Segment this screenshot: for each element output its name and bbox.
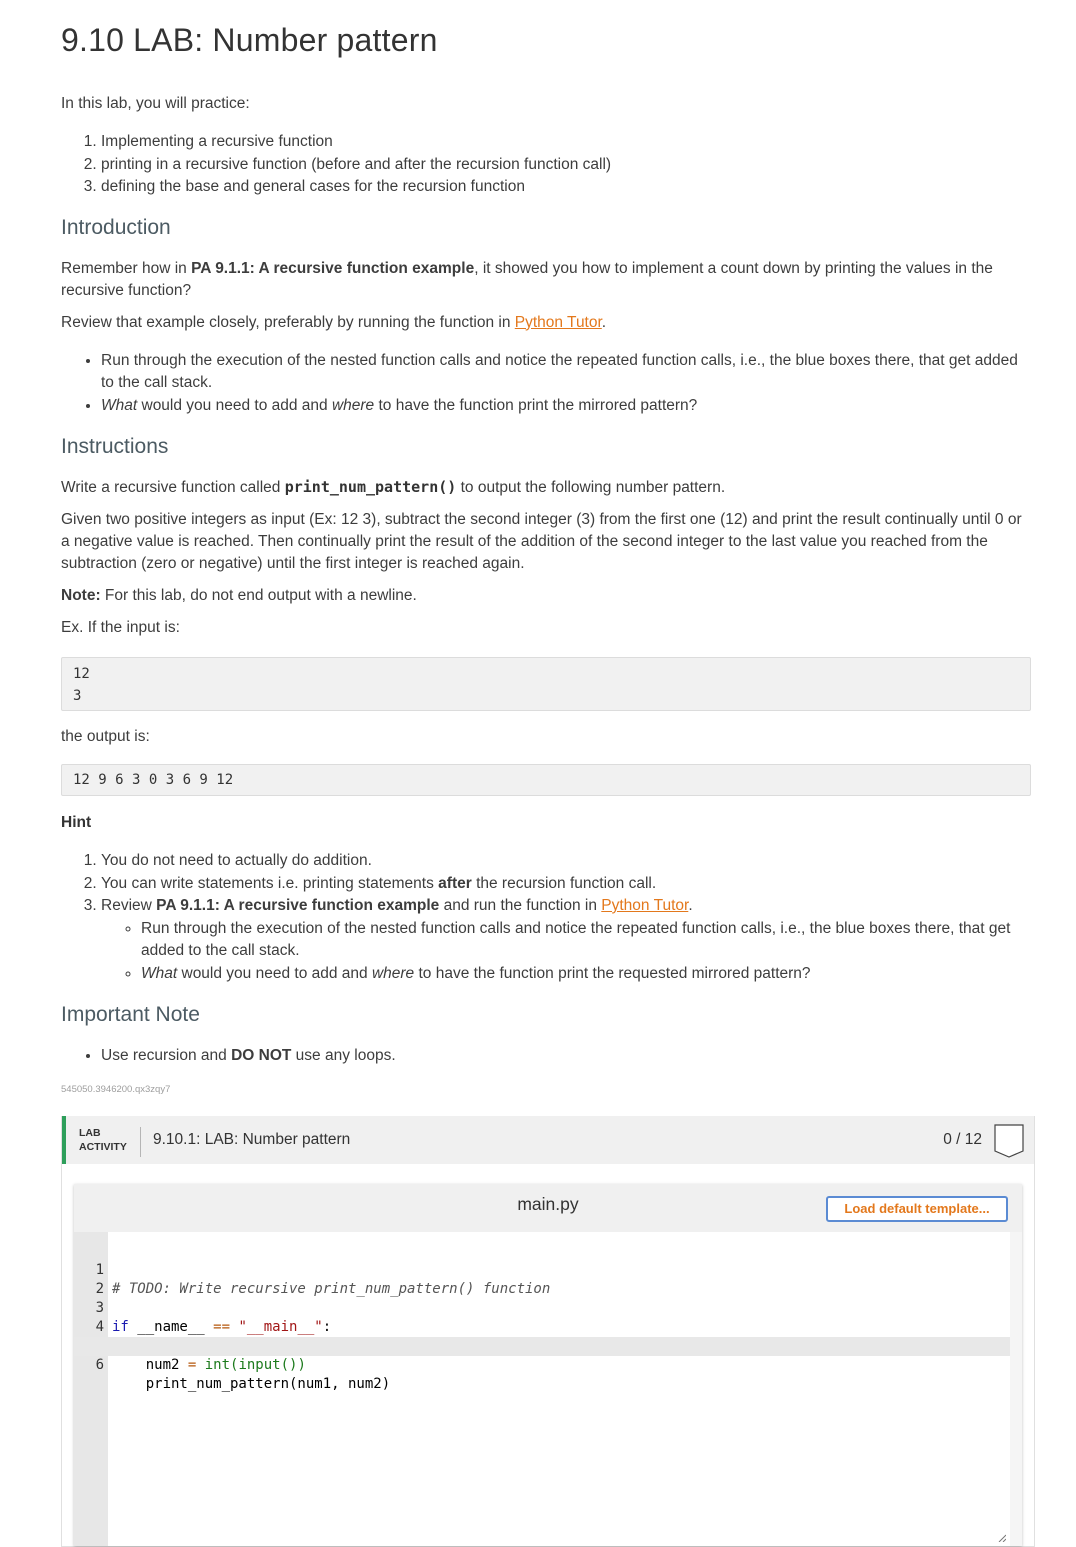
example-label: Ex. If the input is: — [61, 619, 180, 636]
file-name: main.py — [517, 1194, 579, 1214]
instructions-paragraph: Write a recursive function called print_num_pattern() to output the following number pattern. — [61, 478, 726, 496]
code-line[interactable]: 3 if __name__ == "__main__": — [95, 1300, 332, 1335]
score-text: 0 / 12 — [943, 1131, 982, 1148]
code-line[interactable]: 4 — [95, 1319, 104, 1335]
python-tutor-link[interactable]: Python Tutor — [514, 313, 602, 331]
instructions-detail: Given two positive integers as input (Ex: 12 3), subtract the second integer (3) from the first one (12) and print the result continually until 0 or a negative value is reached. Then continually print the result of the addition of the second integer to the last value you reached from the subtraction (zero or negative) until the first integer is reached again. — [61, 511, 1022, 572]
practice-list — [61, 131, 1031, 199]
code-line[interactable]: 1 # TODO: Write recursive print_num_pattern() function — [95, 1262, 551, 1297]
resize-grip-icon[interactable] — [998, 1534, 1006, 1542]
note-paragraph: Note: For this lab, do not end output with a newline. — [61, 587, 417, 604]
load-default-template-button[interactable]: Load default template... — [826, 1196, 1008, 1222]
score-badge-icon — [994, 1124, 1024, 1158]
python-tutor-link[interactable]: Python Tutor — [601, 897, 689, 914]
page-title: 9.10 LAB: Number pattern — [61, 22, 438, 58]
code-line[interactable]: 2 — [95, 1281, 104, 1297]
list-item: ◦ Run through the execution of the nested function calls and notice the repeated function calls, i.e., the blue boxes there, that get added to the call stack. — [141, 918, 1031, 963]
hint-list — [61, 850, 1031, 985]
list-item: • Use recursion and DO NOT use any loops. — [101, 1045, 1031, 1068]
list-item: • What would you need to add and where to have the function print the mirrored pattern? — [101, 395, 1031, 418]
lab-activity-title: 9.10.1: LAB: Number pattern — [153, 1131, 351, 1148]
hint-sublist — [101, 918, 1031, 986]
code-input[interactable] — [74, 1232, 1010, 1546]
list-item: 2. You can write statements i.e. printing statements after the recursion function call. — [101, 873, 1031, 896]
introduction-bullets — [61, 350, 1031, 418]
output-example: 12 9 6 3 0 3 6 9 12 — [61, 764, 1031, 796]
list-item: 2. printing in a recursive function (before and after the recursion function call) — [101, 154, 1031, 177]
lab-activity-header — [62, 1116, 1034, 1164]
important-note-heading: Important Note — [61, 1003, 200, 1026]
list-item: 1. Implementing a recursive function — [101, 131, 1031, 154]
important-bullets — [61, 1045, 1031, 1068]
review-paragraph: Review that example closely, preferably by running the function in Python Tutor. — [61, 313, 607, 331]
list-item: 3. Review PA 9.1.1: A recursive function example and run the function in Python Tutor. ◦ Run through the execution of the nested function calls and notice the repeated function calls, i.e., the blue boxes there, that get added to the call stack. ◦ What would you need to add and where to have the function print the requested mirrored pattern? — [101, 895, 1031, 985]
intro-text: In this lab, you will practice: — [61, 95, 250, 112]
list-item: 3. defining the base and general cases for the recursion function — [101, 176, 1031, 199]
list-item: • Run through the execution of the nested function calls and notice the repeated function calls, i.e., the blue boxes there, that get added to the call stack. — [101, 350, 1031, 395]
code-editor — [74, 1184, 1022, 1546]
content-id: 545050.3946200.qx3zqy7 — [61, 1083, 171, 1095]
header-divider — [140, 1127, 141, 1157]
introduction-heading: Introduction — [61, 215, 171, 239]
lab-activity-tag: LAB ACTIVITY — [79, 1127, 127, 1153]
list-item: ◦ What would you need to add and where to have the function print the requested mirrored pattern? — [141, 963, 1031, 986]
introduction-paragraph: Remember how in PA 9.1.1: A recursive function example, it showed you how to implement a count down by printing the values in the recursive function? — [61, 259, 993, 299]
list-item: 1. You do not need to actually do addition. — [101, 850, 1031, 873]
function-name-code: print_num_pattern() — [284, 478, 457, 496]
input-example: 12 3 — [61, 657, 1031, 711]
output-label: the output is: — [61, 728, 150, 745]
code-line-active[interactable]: 6 print_num_pattern(num1, num2) — [74, 1337, 1010, 1356]
editor-toolbar — [74, 1184, 1022, 1232]
hint-heading: Hint — [61, 814, 92, 831]
lab-activity — [61, 1116, 1035, 1547]
lab-description — [61, 0, 1031, 1095]
code-line[interactable]: num2 = int(input()) — [112, 1357, 306, 1373]
instructions-heading: Instructions — [61, 435, 169, 458]
